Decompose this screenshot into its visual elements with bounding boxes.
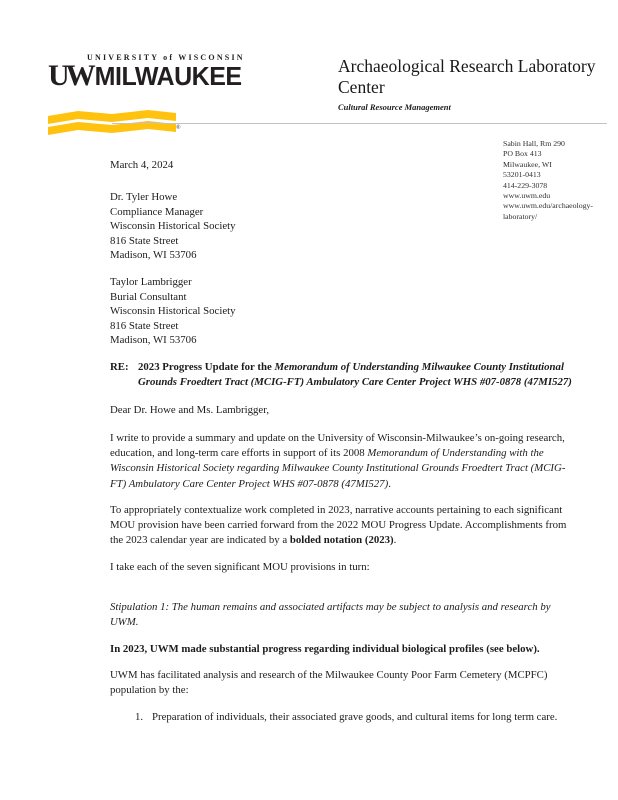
contact-line: 414-229-3078 (503, 180, 548, 190)
salutation: Dear Dr. Howe and Ms. Lambrigger, (110, 404, 270, 417)
list-item (110, 710, 575, 725)
paragraph (110, 600, 575, 631)
logo-university-line: UNIVERSITY of WISCONSIN (87, 53, 245, 62)
contact-line: PO Box 413 (503, 149, 542, 159)
re-label: RE: (110, 361, 129, 374)
contact-line: www.uwm.edu (503, 191, 551, 201)
address-line: Madison, WI 53706 (110, 333, 197, 346)
text-run: . (388, 477, 391, 490)
numbered-list (110, 710, 575, 725)
address-line: Dr. Tyler Howe (110, 191, 178, 204)
text-run: I write to provide a summary and update on the University of Wisconsin-Milwaukee’s on-going research, education, and long-term care efforts in support of its 2008 (110, 431, 565, 459)
contact-line: 53201-0413 (503, 170, 541, 180)
address-line: Compliance Manager (110, 205, 204, 218)
letter-paragraphs (110, 431, 575, 699)
header-divider (112, 123, 607, 124)
text-run: To appropriately contextualize work completed in 2023, narrative accounts pertaining to each significant MOU provision have been carried forward from the 2022 MOU Progress Update. Accomplishments from the 2023 calendar year are indicated by a (110, 503, 567, 547)
re-subject-text (138, 360, 575, 390)
logo-milwaukee-text: MILWAUKEE (94, 61, 242, 92)
paragraph (110, 668, 575, 699)
recipient-blocks (110, 190, 575, 347)
paragraph (110, 642, 575, 657)
recipient-address (110, 190, 575, 262)
letter-date: March 4, 2024 (110, 159, 174, 171)
text-run: bolded notation (2023) (289, 534, 394, 547)
list-item-number: 1. (135, 710, 144, 723)
text-run: In 2023, UWM made substantial progress regarding individual biological profiles (see below). (110, 642, 540, 655)
address-line: 816 State Street (110, 319, 179, 332)
uwm-logo (48, 53, 245, 131)
contact-line: Milwaukee, WI (503, 159, 552, 169)
contact-line: www.uwm.edu/archaeology-laboratory/ (503, 201, 593, 221)
text-run: UWM has facilitated analysis and research of the Milwaukee County Poor Farm Cemetery (MCPFC) population by the: (110, 668, 548, 697)
paragraph (110, 503, 575, 549)
address-line: Taylor Lambrigger (110, 276, 192, 289)
logo-wordmark (48, 59, 242, 92)
paragraph (110, 431, 575, 492)
letter-body (110, 158, 575, 733)
text-run: Stipulation 1: The human remains and associated artifacts may be subject to analysis and research by UWM. (110, 601, 551, 629)
paragraph (110, 560, 575, 575)
address-line: Wisconsin Historical Society (110, 305, 236, 318)
registered-trademark-mark: ® (176, 125, 181, 131)
contact-line: Sabin Hall, Rm 290 (503, 139, 565, 148)
address-line: Burial Consultant (110, 290, 187, 303)
text-run: . (393, 534, 397, 547)
address-line: Wisconsin Historical Society (110, 220, 236, 233)
department-subtitle: Cultural Resource Management (338, 102, 451, 112)
list-item-text: Preparation of individuals, their associated grave goods, and cultural items for long term care. (152, 710, 558, 723)
text-run: I take each of the seven significant MOU provisions in turn: (110, 560, 370, 573)
address-line: Madison, WI 53706 (110, 248, 197, 261)
text-run: Memorandum of Understanding Milwaukee County Institutional Grounds Froedtert Tract (MCIG-FT) Ambulatory Care Center Project WHS #07-0878 (47MI527) (138, 361, 572, 389)
recipient-address (110, 275, 575, 347)
department-title: Archaeological Research Laboratory Center (338, 56, 596, 97)
text-run: Memorandum of Understanding with the Wisconsin Historical Society regarding Milwaukee County Institutional Grounds Froedtert Tract (MCIG-FT) Ambulatory Care Center Project WHS #07-0878 (47MI527) (110, 446, 566, 490)
text-run: 2023 Progress Update for the (138, 361, 275, 374)
address-line: 816 State Street (110, 234, 179, 247)
department-header (338, 56, 610, 112)
re-line (110, 360, 575, 390)
logo-uw-mark: UW (48, 59, 92, 92)
